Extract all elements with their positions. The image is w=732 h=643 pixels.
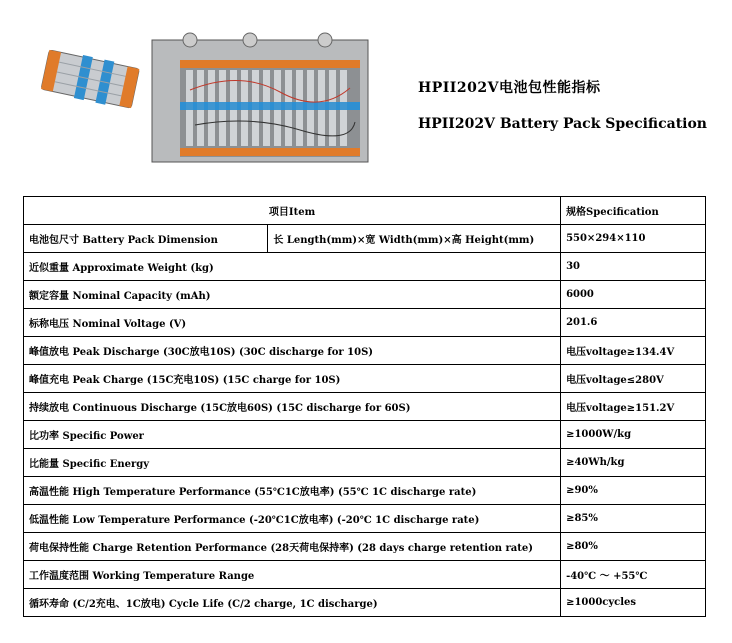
row-label: 循环寿命 (C/2充电、1C放电) Cycle Life (C/2 charge, 1C discharge) [24, 589, 561, 617]
table-row [24, 225, 706, 253]
battery-module-photo [40, 45, 140, 115]
title-english: HPII202V Battery Pack Specification [418, 116, 707, 132]
table-row [24, 561, 706, 589]
table-row [24, 449, 706, 477]
table-row [24, 505, 706, 533]
table-row [24, 309, 706, 337]
table-header-row [24, 197, 706, 225]
row-value: ≥85% [561, 505, 706, 533]
row-label: 高温性能 High Temperature Performance (55℃1C放电率) (55℃ 1C discharge rate) [24, 477, 561, 505]
row-label: 额定容量 Nominal Capacity (mAh) [24, 281, 561, 309]
table-row [24, 421, 706, 449]
table-row [24, 337, 706, 365]
row-label: 比能量 Specific Energy [24, 449, 561, 477]
row-value: ≥40Wh/kg [561, 449, 706, 477]
row-value: 电压voltage≥134.4V [561, 337, 706, 365]
row-label: 近似重量 Approximate Weight (kg) [24, 253, 561, 281]
row-value: 30 [561, 253, 706, 281]
row-label: 荷电保持性能 Charge Retention Performance (28天荷电保持率) (28 days charge retention rate) [24, 533, 561, 561]
row-label: 工作温度范围 Working Temperature Range [24, 561, 561, 589]
row-value: 201.6 [561, 309, 706, 337]
row-label: 峰值放电 Peak Discharge (30C放电10S) (30C discharge for 10S) [24, 337, 561, 365]
row-value: 电压voltage≤280V [561, 365, 706, 393]
row-value: 6000 [561, 281, 706, 309]
header-spec: 规格Specification [561, 197, 706, 225]
row-value: ≥80% [561, 533, 706, 561]
row-label: 标称电压 Nominal Voltage (V) [24, 309, 561, 337]
row-label: 比功率 Specific Power [24, 421, 561, 449]
row-value: -40℃ ～ +55℃ [561, 561, 706, 589]
header-item: 项目Item [24, 197, 561, 225]
row-sublabel: 长 Length(mm)×宽 Width(mm)×高 Height(mm) [268, 225, 561, 253]
row-label: 低温性能 Low Temperature Performance (-20℃1C放电率) (-20℃ 1C discharge rate) [24, 505, 561, 533]
table-row [24, 253, 706, 281]
table-row [24, 533, 706, 561]
specification-table [23, 196, 706, 617]
row-value: ≥90% [561, 477, 706, 505]
table-row [24, 281, 706, 309]
title-chinese: HPII202V电池包性能指标 [418, 80, 601, 96]
row-value: 电压voltage≥151.2V [561, 393, 706, 421]
row-label: 持续放电 Continuous Discharge (15C放电60S) (15C discharge for 60S) [24, 393, 561, 421]
table-row [24, 477, 706, 505]
row-label: 电池包尺寸 Battery Pack Dimension [24, 225, 268, 253]
table-row [24, 393, 706, 421]
table-row [24, 365, 706, 393]
row-value: 550×294×110 [561, 225, 706, 253]
row-value: ≥1000W/kg [561, 421, 706, 449]
table-row [24, 589, 706, 617]
row-label: 峰值充电 Peak Charge (15C充电10S) (15C charge for 10S) [24, 365, 561, 393]
row-value: ≥1000cycles [561, 589, 706, 617]
battery-pack-photo [150, 30, 370, 165]
